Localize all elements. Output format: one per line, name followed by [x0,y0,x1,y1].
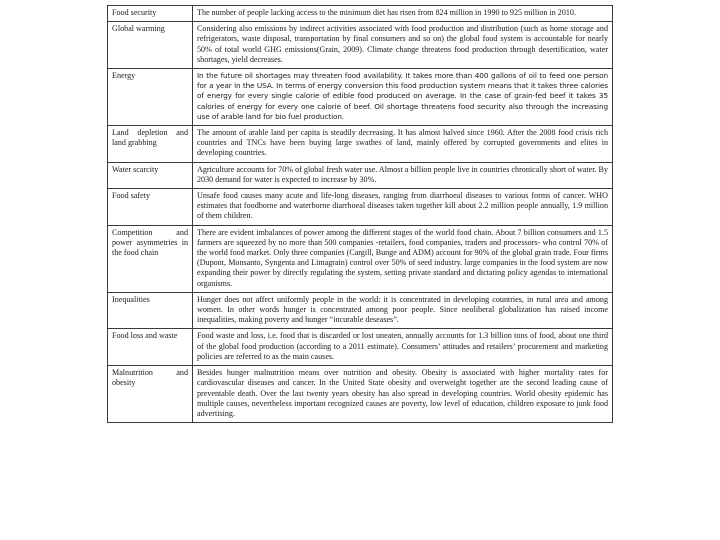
table-row [108,366,613,423]
row-text: Food waste and loss, i.e. food that is discarded or lost uneaten, annually accounts for 1.3 billion tons of food, about one third of the global food production (according to a 2011 estimate). Consumers’ attitudes and retailers’ procurement and marketing policies are referred to as the main causes. [193,329,613,366]
table-row [108,162,613,188]
row-text: Unsafe food causes many acute and life-long diseases, ranging from diarrhoeal diseases to various forms of cancer. WHO estimates that foodborne and waterborne diarrhoeal diseases taken together kill about 2.2 million people annually, 1.9 million of them children. [193,189,613,226]
table-row [108,22,613,69]
table-row [108,329,613,366]
row-text: The number of people lacking access to the minimum diet has risen from 824 million in 1990 to 925 million in 2010. [193,6,613,22]
row-label: Malnutrition and obesity [108,366,193,423]
row-label: Competition and power asymmetries in the food chain [108,225,193,292]
row-text: Besides hunger malnutrition means over nutrition and obesity. Obesity is associated with higher mortality rates for cardiovascular diseases and cancer. In the United State obesity and overweight together are the second leading cause of preventable death. Over the last twenty years obesity has also spread in developing countries. World obesity epidemic has multiple causes, nevertheless important recognized causes are poverty, low level of education, children exposure to junk food advertising. [193,366,613,423]
row-label: Energy [108,69,193,126]
table-row [108,292,613,329]
table-row [108,126,613,163]
row-text: There are evident imbalances of power among the different stages of the world food chain. About 7 billion consumers and 1.5 farmers are squeezed by no more than 500 companies -retailers, food companies, traders and processors- who control 70% of the world food market. Only three companies (Cargill, Bunge and ADM) account for 90% of the global grain trade. Four firms (Dupont, Monsanto, Syngenta and Limagrain) control over 50% of seed industry. large companies in the food system are now expanding their power by directly regulating the system, setting private standard and dictating policy agendas to international organisms. [193,225,613,292]
row-text: Considering also emissions by indirect activities associated with food production and distribution (such as home storage and refrigerators, waste disposal, transportation by final consumers and so on) the global food system is accountable for nearly 50% of total world GHG emissions(Grain, 2009). Climate change threatens food production through desertification, water shortages, yield decreases. [193,22,613,69]
row-label: Food safety [108,189,193,226]
row-label: Food loss and waste [108,329,193,366]
row-label: Global warming [108,22,193,69]
food-system-issues-table [107,5,613,423]
row-text: In the future oil shortages may threaten food availability. It takes more than 400 gallons of oil to feed one person for a year in the USA. In terms of energy conversion this food production system means that it takes three calories of energy for every single calorie of edible food produced on average. In the case of grain-fed beef it takes 35 calories of energy for every one calorie of beef. Oil shortage threatens food security also through the increasing use of arable land for bio fuel production. [193,69,613,126]
row-label: Land depletion and land grabbing [108,126,193,163]
row-text: Hunger does not affect uniformly people in the world: it is concentrated in developing countries, in rural area and among women. In other words hunger is concentrated among poor people. Since neoliberal globalization has raised income inequalities, making poverty and hunger “incurable deseases”. [193,292,613,329]
table-row [108,69,613,126]
table-row [108,225,613,292]
row-label: Water scarcity [108,162,193,188]
row-label: Inequalities [108,292,193,329]
row-label: Food security [108,6,193,22]
row-text: Agriculture accounts for 70% of global fresh water use. Almost a billion people live in countries chronically short of water. By 2030 demand for water is expected to increase by 30%. [193,162,613,188]
table-row [108,6,613,22]
row-text: The amount of arable land per capita is steadily decreasing. It has almost halved since 1960. After the 2008 food crisis rich countries and TNCs have been buying large swathes of land, mainly offered by corrupted governments and elites in developing countries. [193,126,613,163]
table-row [108,189,613,226]
